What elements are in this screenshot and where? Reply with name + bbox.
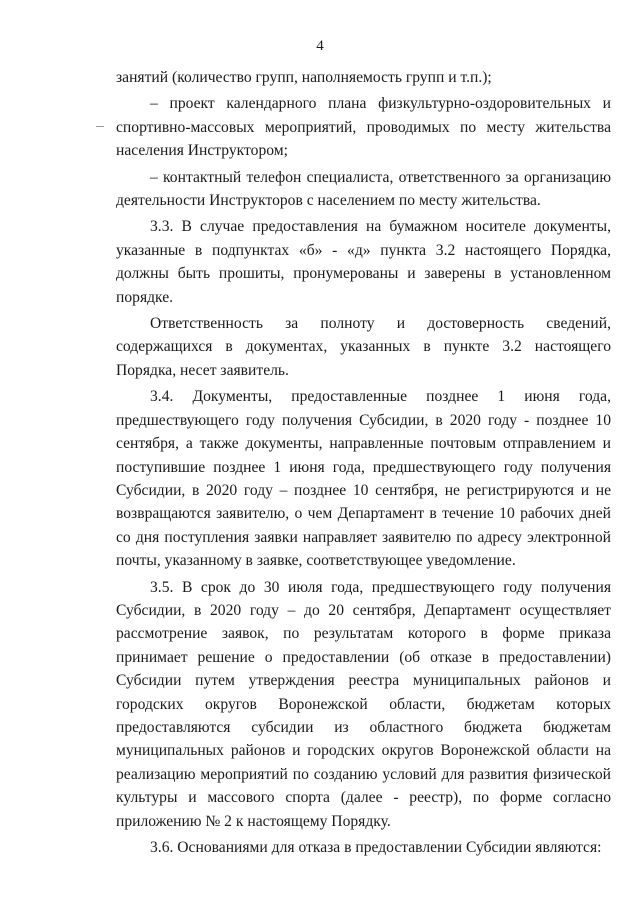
page-number: 4	[316, 38, 324, 54]
paragraph-continuation: занятий (количество групп, наполняемость групп и т.п.);	[116, 69, 492, 86]
list-item-contact-phone: – контактный телефон специалиста, ответственного за организацию деятельности Инструкторов с населением по месту жительства.	[116, 168, 611, 210]
paragraph-responsibility: Ответственность за полноту и достоверность сведений, содержащихся в документах, указанных в пункте 3.2 настоящего Порядка, несет заявитель.	[116, 315, 611, 379]
paragraph-3-6: 3.6. Основаниями для отказа в предоставлении Субсидии являются:	[150, 839, 602, 856]
paragraph-3-3: 3.3. В случае предоставления на бумажном носителе документы, указанные в подпунктах «б» - «д» пункта 3.2 настоящего Порядка, должны быть прошиты, пронумерованы и заверены в установленном порядке.	[116, 218, 611, 306]
list-item-calendar-plan: – проект календарного плана физкультурно-оздоровительных и спортивно-массовых мероприятий, проводимых по месту жительства населения Инструктором;	[116, 95, 611, 160]
paragraph-3-5: 3.5. В срок до 30 июля года, предшествующего году получения Субсидии, в 2020 году – до 20 сентября, Департамент осуществляет рассмотрение заявок, по результатам которого в форме приказа принимает решение о предоставлении (об отказе в предоставлении) Субсидии путем утверждения реестра муниципальных районов и городских округов Воронежской области, бюджетам которых предоставляются субсидии из областного бюджета бюджетам муниципальных районов и городских округов Воронежской области на реализацию мероприятий по созданию условий для развития физической культуры и массового спорта (далее - реестр), по форме согласно приложению № 2 к настоящему Порядку.	[116, 578, 611, 830]
document-body	[116, 66, 611, 859]
margin-mark	[96, 126, 104, 127]
paragraph-3-4: 3.4. Документы, предоставленные позднее 1 июня года, предшествующего году получения Субсидии, в 2020 году - позднее 10 сентября, а также документы, направленные почтовым отправлением и поступившие позднее 1 июня года, предшествующего году получения Субсидии, в 2020 году – позднее 10 сентября, не регистрируются и не возвращаются заявителю, о чем Департамент в течение 10 рабочих дней со дня поступления заявки направляет заявителю по адресу электронной почты, указанному в заявке, соответствующее уведомление.	[116, 388, 611, 570]
